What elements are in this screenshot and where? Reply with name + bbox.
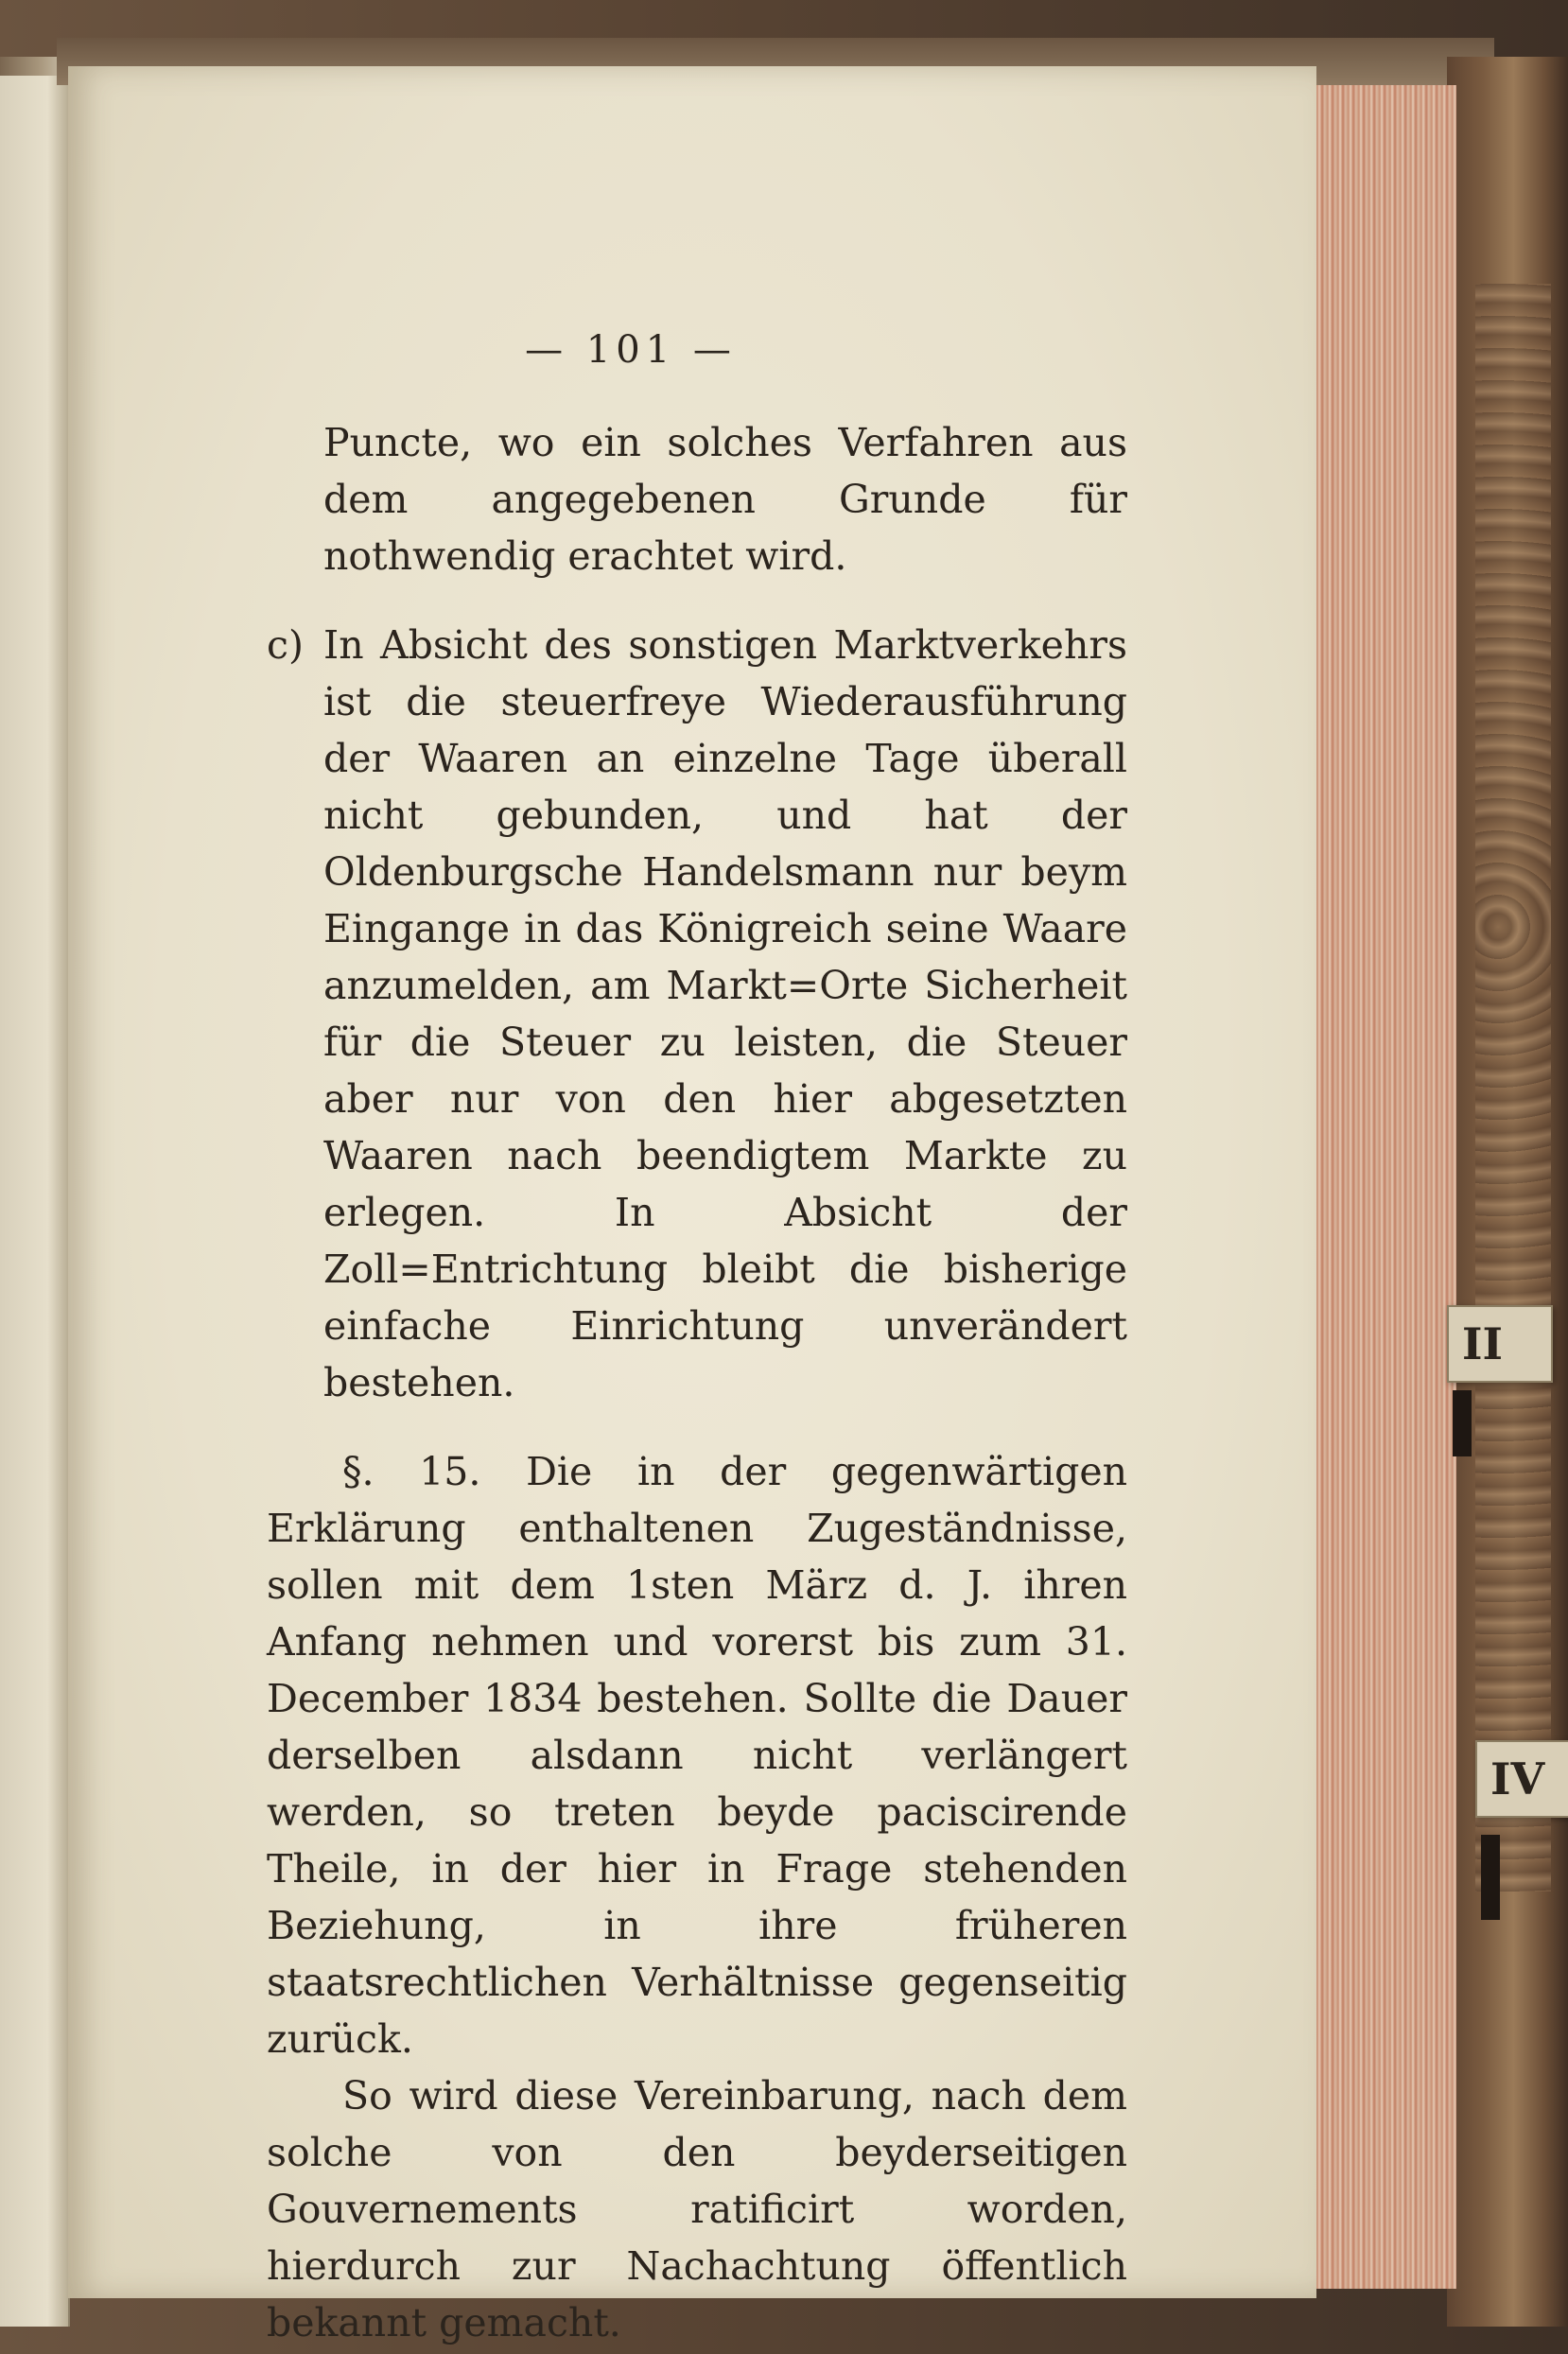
tab-shadow	[1453, 1390, 1472, 1456]
left-page-edge	[0, 76, 70, 2327]
page-edges	[1315, 85, 1456, 2289]
page-text-block	[267, 322, 1127, 2351]
paragraph-intro: Puncte, wo ein solches Verfahren aus dem angegebenen Grunde für nothwendig erachtet wird.	[323, 420, 1127, 579]
recto-page	[68, 66, 1316, 2345]
page-number: — 101 —	[525, 328, 737, 372]
index-tab-ii: II	[1447, 1305, 1553, 1383]
cover-marbling	[1475, 284, 1551, 1892]
paragraph-section-15: §. 15. Die in der gegenwärtigen Erklärung enthaltenen Zugeständnisse, sollen mit dem 1sten März d. J. ihren Anfang nehmen und vorerst bis zum 31. December 1834 bestehen. Sollte die Dauer derselben alsdann nicht verlängert werden, so treten beyde paciscirende Theile, in der hier in Frage stehenden Beziehung, in ihre früheren staatsrechtlichen Verhältnisse gegenseitig zurück.	[267, 1449, 1127, 2062]
paragraph-item-c: In Absicht des sonstigen Marktverkehrs ist die steuerfreye Wiederausführung der Waaren an einzelne Tage überall nicht gebunden, und hat der Oldenburgsche Handelsmann nur beym Eingange in das Königreich seine Waare anzumelden, am Markt=Orte Sicherheit für die Steuer zu leisten, die Steuer aber nur von den hier abgesetzten Waaren nach beendigtem Markte zu erlegen. In Absicht der Zoll=Entrichtung bleibt die bisherige einfache Einrichtung unverändert bestehen.	[323, 622, 1127, 1405]
list-marker: c)	[267, 622, 304, 668]
list-item-c	[267, 617, 1127, 1411]
spacer	[267, 1411, 1127, 1443]
paragraph-closing: So wird diese Vereinbarung, nach dem solche von den beyderseitigen Gouvernements ratificirt worden, hierdurch zur Nachachtung öffentlich bekannt gemacht.	[267, 2073, 1127, 2345]
index-tab-iv: IV	[1475, 1740, 1568, 1818]
tab-shadow	[1481, 1835, 1500, 1920]
